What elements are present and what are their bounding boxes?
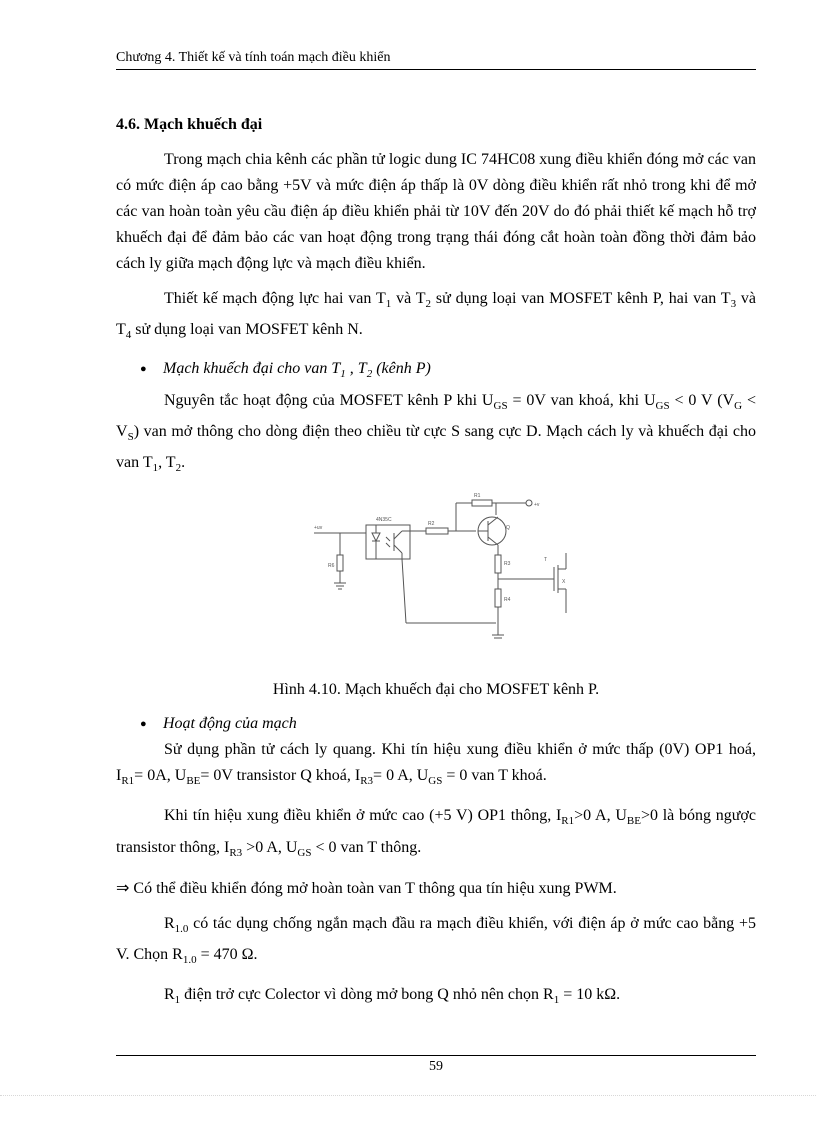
label-opto: 4N35C (376, 517, 392, 524)
paragraph-r1: $R_1$ điện trở cực Colector vì dòng mở bong Q nhỏ nên chọn $R_1 = 10$ kΩ. (164, 986, 621, 1007)
chapter-title: Chương 4. Thiết kế và tính toán mạch điều khiển (116, 50, 391, 65)
implies-icon: ⇒ (116, 877, 130, 897)
page-number: 59 (429, 1059, 443, 1074)
label-r3: R3 (504, 561, 511, 568)
paragraph-r10: $R_{1.0}$ có tác dụng chống ngắn mạch đầu ra mạch điều khiển, với điện áp ở mức cao bằng +5 V. Chọn $R_{1.0} = 470$ Ω. (116, 914, 756, 967)
paragraph-principle: Nguyên tắc hoạt động của MOSFET kênh P khi $U_{GS} = 0V$ van khoá, khi $U_{GS} < 0$ V $(V_G < V_S)$ van mở thông cho dòng điện theo chiều từ cực S sang cực D. Mạch cách ly và khuếch đại cho van $T_1$, $T_2$. (116, 391, 756, 475)
page-footer (116, 1055, 756, 1075)
page-content (116, 112, 756, 1013)
label-q: Q (506, 525, 510, 532)
section-title: 4.6. Mạch khuếch đại (116, 116, 263, 133)
page-bottom-divider (0, 1095, 816, 1096)
label-vcc: +v (534, 502, 540, 509)
label-r2: R2 (428, 521, 435, 528)
label-r1: R1 (474, 493, 481, 500)
label-vin: +uv (314, 525, 323, 532)
paragraph-intro: Trong mạch chia kênh các phần tử logic dung IC 74HC08 xung điều khiển đóng mở các van có mức điện áp cao bằng +5V và mức điện áp thấp là 0V dòng điều khiển rất nhỏ trong khi để mở các van hoàn toàn yêu cầu điện áp điều khiển phải từ 10V đến 20V do đó phải thiết kế mạch hỗ trợ khuếch đại để đảm bảo các van hoạt động trong trạng thái đóng cắt hoàn toàn đồng thời đảm bảo cách ly giữa mạch động lực và mạch điều khiển. (116, 151, 756, 272)
page-header (116, 50, 756, 70)
label-r4: R4 (504, 597, 511, 604)
paragraph-conclusion: ⇒ Có thể điều khiển đóng mở hoàn toàn van T thông qua tín hiệu xung PWM. (116, 877, 617, 897)
label-r6: R6 (328, 563, 335, 570)
bullet-amplifier-t1-t2: ● Mạch khuếch đại cho van $T_1$ , $T_2$ (kênh P) (116, 356, 756, 387)
figure-caption: Hình 4.10. Mạch khuếch đại cho MOSFET kênh P. (272, 681, 600, 699)
paragraph-design: Thiết kế mạch động lực hai van $T_1$ và $T_2$ sử dụng loại van MOSFET kênh P, hai van $T_3$ và $T_4$ sử dụng loại van MOSFET kênh N. (116, 290, 757, 342)
circuit-figure (116, 493, 756, 663)
label-t: T (544, 557, 548, 564)
circuit-diagram (306, 493, 566, 643)
bullet-operation: ● Hoạt động của mạch (116, 711, 756, 737)
label-x: X (562, 579, 566, 586)
paragraph-low-level: Sử dụng phần tử cách ly quang. Khi tín hiệu xung điều khiển ở mức thấp (0V) OP1 hoá, $I_{R1}= 0A$, $U_{BE}= 0V$ transistor Q khoá, $I_{R3}= 0$ A, $U_{GS} = 0$ van T khoá. (116, 741, 756, 788)
paragraph-high-level: Khi tín hiệu xung điều khiển ở mức cao (+5 V) OP1 thông, $I_{R1}>0$ A, $U_{BE}>0$ là bóng ngược transistor thông, $I_{R3} >0$ A, $U_{GS} < 0$ van T thông. (116, 807, 756, 859)
